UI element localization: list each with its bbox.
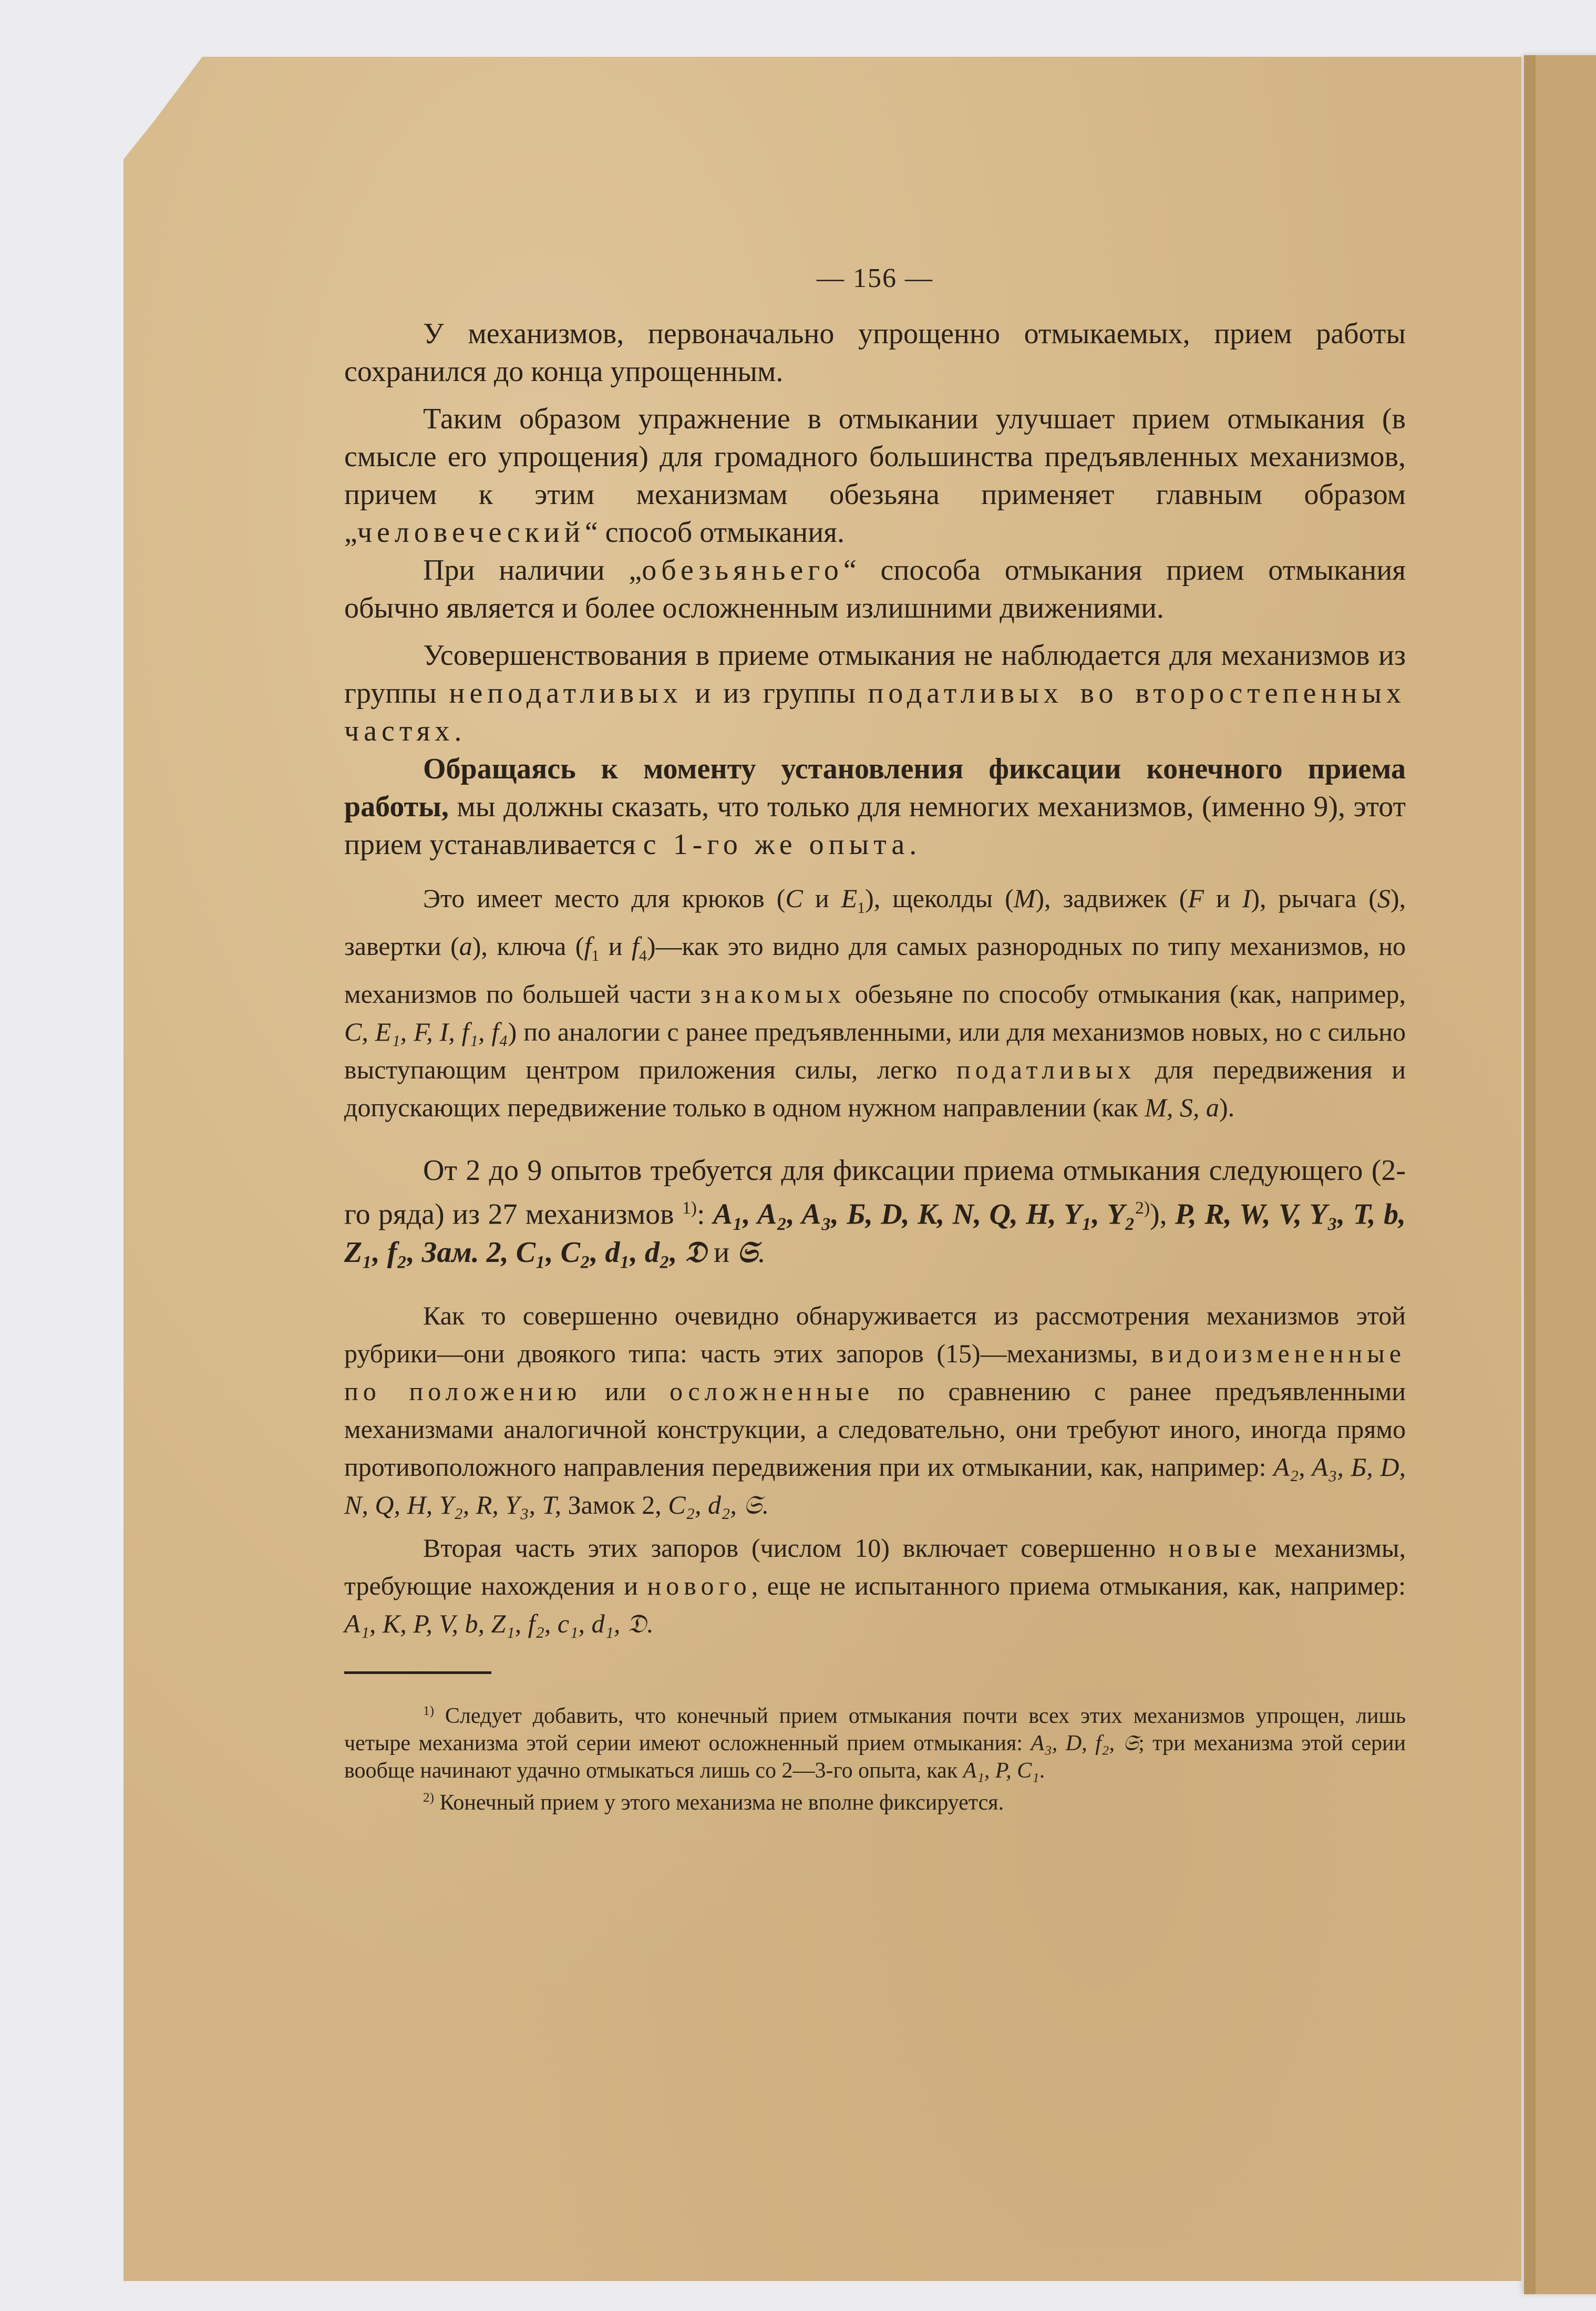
paragraph-7 xyxy=(344,1152,1406,1271)
emphasis-spaced: человеческий xyxy=(357,516,585,549)
emphasis-spaced: неподатливых xyxy=(449,677,683,710)
text-run: для передвижения и допускающих передвижение только в одном нужном направлении (как xyxy=(344,1055,1406,1122)
page-text xyxy=(344,263,1406,1816)
page-number: — 156 — xyxy=(817,263,933,293)
emphasis-spaced: нового xyxy=(647,1570,751,1600)
text-run: ), xyxy=(1150,1198,1176,1231)
emphasis-spaced: податливых xyxy=(956,1055,1136,1084)
text-run: ). xyxy=(1219,1093,1235,1122)
mechanism-symbol: f xyxy=(584,931,592,961)
paragraph-2 xyxy=(344,400,1406,551)
text-run: Замок 2, xyxy=(561,1490,668,1519)
mechanism-symbols: C, E₁, F, I, f₁, f₄ xyxy=(344,1017,508,1046)
text-run: ), рычага ( xyxy=(1251,884,1377,913)
text-run: От 2 до 9 опытов требуется для фиксации приема отмыкания следующего (2-го ряда) из 27 механизмов xyxy=(344,1154,1406,1231)
text-run: “ способа отмыкания прием отмыкания обычно является и более осложненным излишними движениями. xyxy=(344,554,1406,624)
footnote-divider xyxy=(344,1671,491,1674)
footnote-2 xyxy=(344,1784,1406,1816)
mechanism-symbol: F xyxy=(1188,884,1204,913)
text-run: и xyxy=(1203,884,1242,913)
text-run: ) по аналогии с ранее предъявленными, или для механизмов новых, но с сильно выступающим центром приложения силы, легко xyxy=(344,1017,1406,1084)
emphasis-spaced: знакомых xyxy=(700,979,846,1009)
mechanism-symbol: 𝔖 xyxy=(737,1236,758,1269)
paragraph-3 xyxy=(344,551,1406,627)
text-run: обезьяне по способу отмыкания (как, например, xyxy=(846,979,1406,1009)
emphasis-spaced: с 1-го же опыта xyxy=(643,828,910,861)
footnote-ref-1[interactable]: 1) xyxy=(682,1198,697,1218)
text-run: и из группы xyxy=(682,677,868,710)
mechanism-symbols: A₂, A₃, Б, D, N, Q, H, Y₂, R, Y₃, T, xyxy=(344,1452,1406,1519)
emphasis-spaced: обезьяньего xyxy=(642,554,843,587)
mechanism-symbol: C xyxy=(785,884,803,913)
text-run: )—как это видно для самых разнородных по типу механизмов, но механизмов по большей части xyxy=(344,931,1406,1009)
text-run: Это имеет место для крюков ( xyxy=(423,884,786,913)
emphasis-spaced: податливых во второстепенных частях xyxy=(344,677,1406,747)
text-run: . xyxy=(909,828,917,861)
mechanism-symbols: A₃, D, f₂, 𝔖 xyxy=(1031,1731,1139,1755)
text-run: и xyxy=(599,931,632,961)
text-run: , еще не испытанного приема отмыкания, как, например: xyxy=(751,1570,1406,1600)
text-run: . xyxy=(761,1490,768,1519)
text-run: или xyxy=(581,1376,670,1406)
mechanism-symbols: C₂, d₂, 𝔖 xyxy=(668,1490,762,1519)
footnote-marker: 1) xyxy=(423,1703,434,1718)
paragraph-6 xyxy=(344,879,1406,1126)
mechanism-symbol: a xyxy=(459,931,472,961)
footnote-1 xyxy=(344,1698,1406,1784)
text-run: . xyxy=(646,1608,653,1638)
subscript: 1 xyxy=(591,947,600,964)
text-run: ; три механизма этой серии вообще начинают удачно отмыкаться лишь со 2—3-го опыта, как xyxy=(344,1731,1406,1783)
text-run: Следует добавить, что конечный прием отмыкания почти всех этих механизмов упрощен, лишь четыре механизма этой серии имеют осложненный прием отмыкания: xyxy=(344,1703,1406,1755)
text-run: “ способ отмыкания. xyxy=(584,516,845,549)
footnote-ref-2[interactable]: 2) xyxy=(1135,1198,1150,1218)
text-run: ), ключа ( xyxy=(472,931,584,961)
emphasis-spaced: новые xyxy=(1169,1533,1262,1563)
paragraph-8 xyxy=(344,1297,1406,1524)
paragraph-5 xyxy=(344,750,1406,864)
emphasis-spaced: осложненные xyxy=(670,1376,874,1406)
paragraph-1: У механизмов, первоначально упрощенно отмыкаемых, прием работы сохранился до конца упрощенным. xyxy=(344,317,1406,388)
text-run: . xyxy=(1039,1758,1045,1783)
emphasis-bold: Обращаясь к моменту установления фиксации конечного приема работы, xyxy=(344,753,1406,823)
mechanism-symbols: A₁, K, P, V, b, Z₁, f₂, c₁, d₁, 𝔇 xyxy=(344,1608,646,1638)
paragraph-4 xyxy=(344,636,1406,750)
mechanism-symbols: P, R, W, V, Y₃, T, b, Z₁, f₂, Зам. 2, C₁, C₂, d₁, d₂, 𝔇 xyxy=(344,1198,1406,1269)
text-run: Усовершенствования в приеме отмыкания не наблюдается для механизмов из группы xyxy=(344,639,1406,710)
mechanism-symbols: A₁, P, C₁ xyxy=(963,1758,1039,1783)
text-run: ), задвижек ( xyxy=(1035,884,1188,913)
text-run: механизмы, требующие нахождения и xyxy=(344,1533,1406,1600)
adjacent-page-edge xyxy=(1524,55,1596,2294)
paragraph-9 xyxy=(344,1529,1406,1642)
mechanism-symbols: M, S, a xyxy=(1145,1093,1219,1122)
text-run: . xyxy=(757,1236,765,1269)
mechanism-symbol: M xyxy=(1013,884,1036,913)
text-run: ), щеколды ( xyxy=(865,884,1014,913)
mechanism-symbol: S xyxy=(1377,884,1391,913)
text-run: и xyxy=(706,1236,737,1269)
text-run: Конечный прием у этого механизма не вполне фиксируется. xyxy=(439,1790,1004,1815)
emphasis-spaced: видоизмененные по положению xyxy=(344,1338,1406,1406)
mechanism-symbol: E xyxy=(841,884,858,913)
text-run: ), завертки ( xyxy=(344,884,1406,961)
subscript: 1 xyxy=(857,899,866,917)
text-run: и xyxy=(802,884,841,913)
mechanism-symbols: A₁, A₂, A₃, Б, D, K, N, Q, H, Y₁, Y₂ xyxy=(713,1198,1136,1231)
subscript: 4 xyxy=(639,947,647,964)
text-run: по сравнению с ранее предъявленными механизмами аналогичной конструкции, а следовательно, они требуют иного, иногда прямо противоположного направления передвижения при их отмыкании, как, например: xyxy=(344,1376,1406,1482)
mechanism-symbol: f xyxy=(631,931,639,961)
text-run: Таким образом упражнение в отмыкании улучшает прием отмыкания (в смысле его упрощения) для громадного большинства предъявленных механизмов, причем к этим механизмам обезьяна применяет главным образом „ xyxy=(344,403,1406,549)
mechanism-symbol: I xyxy=(1242,884,1251,913)
footnote-marker: 2) xyxy=(423,1790,434,1805)
text-run: Вторая часть этих запоров (числом 10) включает совершенно xyxy=(423,1533,1169,1563)
text-run: Как то совершенно очевидно обнаруживается из рассмотрения механизмов этой рубрики—они двоякого типа: часть этих запоров (15)—механизмы, xyxy=(344,1300,1406,1368)
text-run: : xyxy=(696,1198,713,1231)
text-run: . xyxy=(454,715,462,747)
text-run: При наличии „ xyxy=(423,554,642,587)
text-run: мы должны сказать, что только для немногих механизмов, (именно 9), этот прием устанавливается xyxy=(344,790,1406,861)
